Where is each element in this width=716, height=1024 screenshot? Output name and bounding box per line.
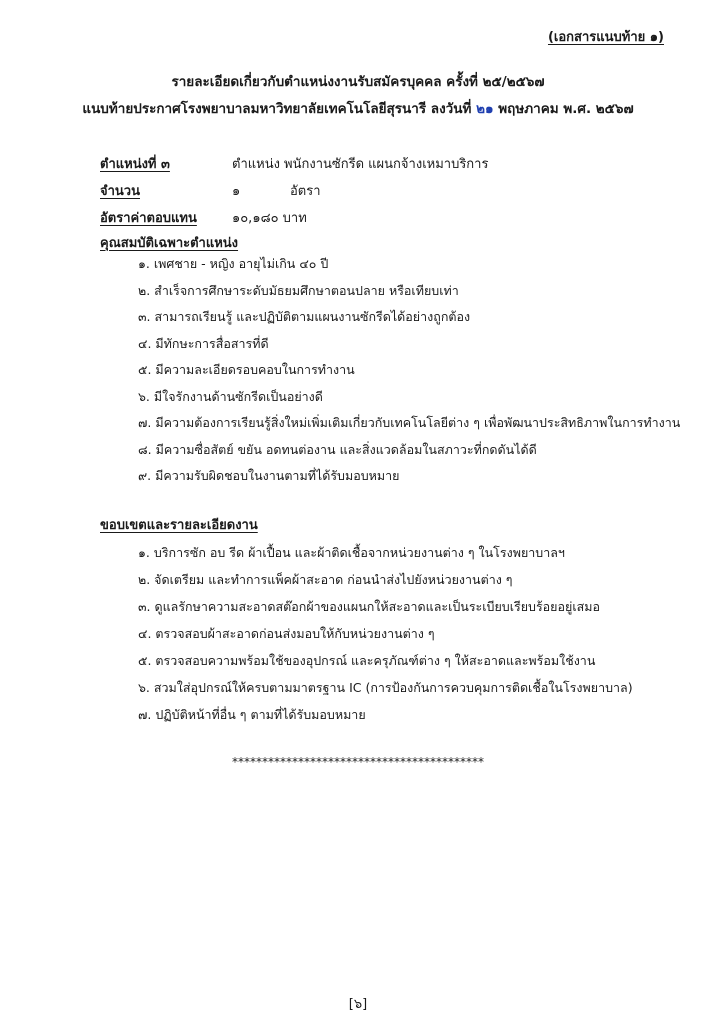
- subtitle-prefix: แนบท้ายประกาศโรงพยาบาลมหาวิทยาลัยเทคโนโลยีสุรนารี ลงวันที่: [82, 101, 472, 117]
- subtitle-suffix: พฤษภาคม พ.ศ. ๒๕๖๗: [498, 101, 634, 117]
- wage-value: ๑๐,๑๘๐ บาท: [232, 211, 307, 226]
- list-item: ๒. สำเร็จการศึกษาระดับมัธยมศึกษาตอนปลาย หรือเทียบเท่า: [138, 282, 459, 298]
- position-label: ตำแหน่งที่ ๓: [100, 157, 170, 172]
- list-item: ๕. มีความละเอียดรอบคอบในการทำงาน: [138, 362, 355, 377]
- count-value: ๑: [232, 184, 241, 199]
- qualifications-list: [138, 251, 680, 490]
- announcement-day: ๒๑: [476, 101, 494, 117]
- list-item: ๑. เพศชาย - หญิง อายุไม่เกิน ๔๐ ปี: [138, 256, 329, 271]
- page-number: [๖]: [348, 997, 368, 1012]
- separator-line: ******************************************: [232, 755, 484, 769]
- wage-label: อัตราค่าตอบแทน: [100, 211, 197, 226]
- document-subtitle: [0, 97, 716, 119]
- position-value: ตำแหน่ง พนักงานซักรีด แผนกจ้างเหมาบริการ: [232, 157, 489, 172]
- count-unit: อัตรา: [290, 184, 321, 199]
- list-item: ๒. จัดเตรียม และทำการแพ็คผ้าสะอาด ก่อนนำส่งไปยังหน่วยงานต่าง ๆ: [138, 572, 513, 587]
- list-item: ๓. สามารถเรียนรู้ และปฏิบัติตามแผนงานซักรีดได้อย่างถูกต้อง: [138, 309, 471, 324]
- list-item: ๖. มีใจรักงานด้านซักรีดเป็นอย่างดี: [138, 388, 323, 404]
- list-item: ๗. มีความต้องการเรียนรู้สิ่งใหม่เพิ่มเติมเกี่ยวกับเทคโนโลยีต่าง ๆ เพื่อพัฒนาประสิทธิภาพในการทำงาน: [138, 415, 681, 430]
- list-item: ๗. ปฏิบัติหน้าที่อื่น ๆ ตามที่ได้รับมอบหมาย: [138, 707, 366, 722]
- list-item: ๖. สวมใส่อุปกรณ์ให้ครบตามมาตรฐาน IC (การป้องกันการควบคุมการติดเชื้อในโรงพยาบาล): [138, 680, 633, 695]
- scope-list: [138, 539, 633, 728]
- qualifications-heading: คุณสมบัติเฉพาะตำแหน่ง: [100, 236, 239, 251]
- document-title: รายละเอียดเกี่ยวกับตำแหน่งงานรับสมัครบุคคล ครั้งที่ ๒๕/๒๕๖๗: [171, 74, 545, 90]
- list-item: ๑. บริการซัก อบ รีด ผ้าเปื้อน และผ้าติดเชื้อจากหน่วยงานต่าง ๆ ในโรงพยาบาลฯ: [138, 545, 565, 560]
- count-label: จำนวน: [100, 184, 140, 199]
- list-item: ๔. ตรวจสอบผ้าสะอาดก่อนส่งมอบให้กับหน่วยงานต่าง ๆ: [138, 626, 435, 641]
- annex-label: (เอกสารแนบท้าย ๑): [547, 30, 664, 45]
- list-item: ๙. มีความรับผิดชอบในงานตามที่ได้รับมอบหมาย: [138, 468, 400, 483]
- list-item: ๓. ดูแลรักษาความสะอาดสต๊อกผ้าของแผนกให้สะอาดและเป็นระเบียบเรียบร้อยอยู่เสมอ: [138, 599, 600, 614]
- list-item: ๔. มีทักษะการสื่อสารที่ดี: [138, 335, 269, 351]
- list-item: ๕. ตรวจสอบความพร้อมใช้ของอุปกรณ์ และครุภัณฑ์ต่าง ๆ ให้สะอาดและพร้อมใช้งาน: [138, 653, 596, 668]
- list-item: ๘. มีความซื่อสัตย์ ขยัน อดทนต่องาน และสิ่งแวดล้อมในสภาวะที่กดดันได้ดี: [138, 441, 537, 457]
- scope-heading: ขอบเขตและรายละเอียดงาน: [100, 518, 258, 533]
